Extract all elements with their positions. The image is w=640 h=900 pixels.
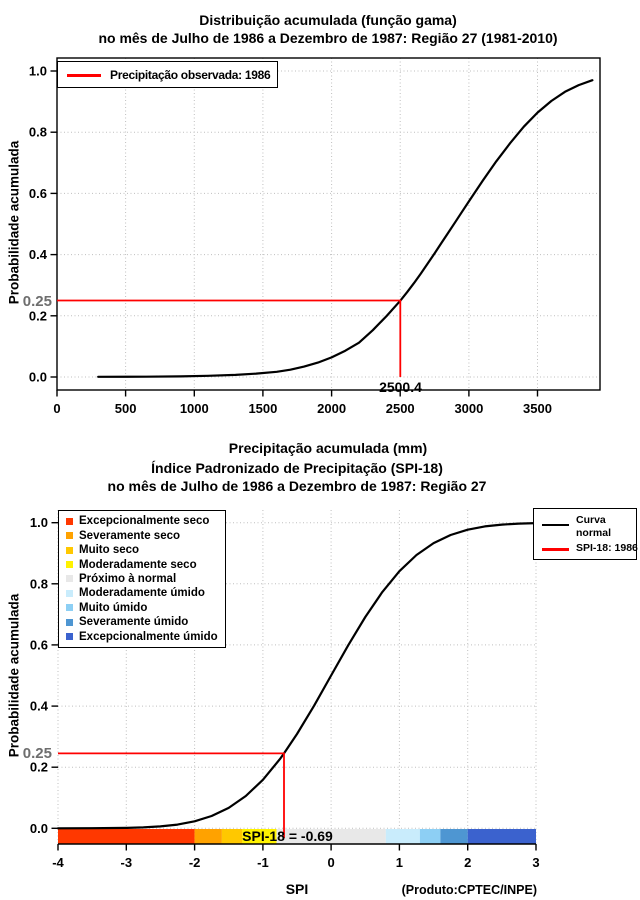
category-legend-item <box>59 573 225 585</box>
category-label: Excepcionalmente úmido <box>79 630 218 643</box>
x-tick-label: 2000 <box>317 401 347 416</box>
category-label: Moderadamente úmido <box>79 587 205 600</box>
x-tick-label: 3 <box>532 855 540 870</box>
bottom-curves-legend <box>533 508 637 560</box>
y-tick-label: 0.2 <box>28 308 47 324</box>
category-label: Muito seco <box>79 544 140 557</box>
category-swatch <box>66 575 73 582</box>
category-swatch <box>66 518 73 525</box>
x-tick-label: 1000 <box>179 401 209 416</box>
x-tick-label: 0 <box>327 855 335 870</box>
spi-category-band <box>386 829 420 844</box>
top-chart-title: Distribuição acumulada (função gama) <box>199 12 457 28</box>
y-tick-label: 0.6 <box>29 637 48 653</box>
x-tick-label: 1 <box>395 855 404 870</box>
y-tick-label: 1.0 <box>29 515 48 531</box>
category-swatch <box>66 547 73 554</box>
y-tick-label: 0.4 <box>28 247 47 263</box>
top-marker-value-label: 2500.4 <box>379 379 422 395</box>
category-label: Muito úmido <box>79 601 148 614</box>
category-swatch <box>66 633 73 640</box>
y-tick-label: 1.0 <box>28 63 47 79</box>
top-legend-label: Precipitação observada: 1986 <box>110 68 271 82</box>
category-legend-item <box>59 616 225 628</box>
x-tick-label: -2 <box>188 855 201 870</box>
observed-line-sample <box>67 74 101 77</box>
observed-value-marker <box>57 301 400 378</box>
product-credit: (Produto:CPTEC/INPE) <box>401 883 537 897</box>
top-chart-subtitle: no mês de Julho de 1986 a Dezembro de 1987: Região 27 (1981-2010) <box>98 30 558 46</box>
category-legend-item <box>59 515 225 527</box>
x-tick-label: -4 <box>52 855 64 870</box>
category-label: Severamente seco <box>79 529 181 542</box>
spi-category-band <box>468 829 536 844</box>
y-tick-label: 0.0 <box>28 369 47 385</box>
category-label: Severamente úmido <box>79 616 189 629</box>
x-tick-label: -3 <box>120 855 133 870</box>
category-swatch <box>66 532 73 539</box>
cdf-curve <box>98 80 592 377</box>
spi-category-band <box>58 829 195 844</box>
y-tick-label: 0.8 <box>29 576 48 592</box>
plot-frame <box>57 58 600 390</box>
category-legend-item <box>59 631 225 643</box>
y-tick-label: 0.2 <box>29 759 48 775</box>
x-tick-label: 2 <box>464 855 472 870</box>
category-legend-item <box>59 587 225 599</box>
y-tick-label: 0.6 <box>28 185 47 201</box>
bottom-chart-subtitle: no mês de Julho de 1986 a Dezembro de 1987: Região 27 <box>107 478 487 494</box>
category-legend-item <box>59 530 225 542</box>
category-label: Próximo à normal <box>79 572 177 585</box>
spi-observed-legend-label: SPI-18: 1986 <box>576 542 638 554</box>
category-swatch <box>66 561 73 568</box>
x-tick-label: 0 <box>53 401 61 416</box>
normal-curve-legend-label-line2: normal <box>576 527 612 539</box>
x-tick-label: -1 <box>257 855 269 870</box>
spi-category-band <box>420 829 441 844</box>
x-tick-label: 2500 <box>385 401 415 416</box>
spi-marker-value-label: SPI-18 = -0.69 <box>242 828 333 844</box>
y-tick-label: 0.4 <box>29 698 48 714</box>
category-swatch <box>66 619 73 626</box>
x-tick-label: 1500 <box>248 401 278 416</box>
bottom-probability-label: 0.25 <box>22 745 52 762</box>
x-tick-label: 500 <box>114 401 137 416</box>
gamma-cdf-chart <box>29 58 600 416</box>
x-tick-label: 3000 <box>454 401 484 416</box>
category-label: Moderadamente seco <box>79 558 197 571</box>
bottom-y-axis-label: Probabilidade acumulada <box>6 593 22 758</box>
bottom-x-axis-label: SPI <box>285 881 309 897</box>
normal-curve-legend-label-line1: Curva <box>576 514 606 526</box>
y-tick-label: 0.8 <box>28 124 47 140</box>
top-legend <box>57 61 278 88</box>
spi-observed-line-sample <box>542 548 569 551</box>
category-swatch <box>66 604 73 611</box>
top-probability-label: 0.25 <box>22 293 52 310</box>
bottom-chart-title: Índice Padronizado de Precipitação (SPI-18) <box>151 460 443 476</box>
y-tick-label: 0.0 <box>29 820 48 836</box>
category-legend-item <box>59 559 225 571</box>
x-tick-label: 3500 <box>523 401 552 416</box>
top-x-axis-label: Precipitação acumulada (mm) <box>228 440 428 456</box>
category-legend-item <box>59 602 225 614</box>
normal-curve-line-sample <box>542 524 569 527</box>
spi-category-band <box>440 829 467 844</box>
category-swatch <box>66 590 73 597</box>
category-legend-item <box>59 544 225 556</box>
top-y-axis-label: Probabilidade acumulada <box>6 140 22 305</box>
category-label: Excepcionalmente seco <box>79 515 210 528</box>
spi-categories-legend <box>58 510 226 648</box>
